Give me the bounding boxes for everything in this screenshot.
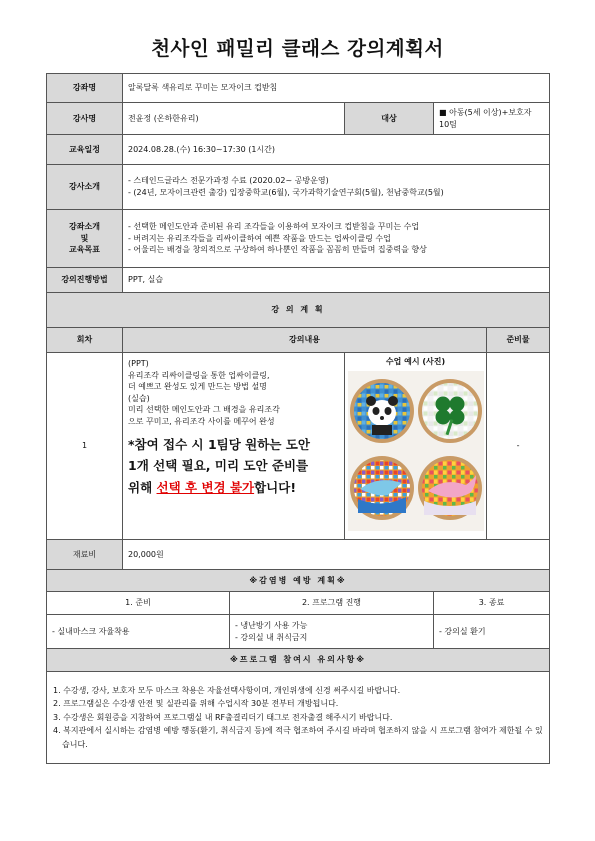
target-label: 대상	[345, 103, 434, 135]
content-header: 강의내용	[123, 328, 487, 353]
prevention-prep: - 실내마스크 자율착용	[47, 615, 230, 649]
example-photo-cell	[345, 353, 487, 540]
goal-label: 강좌소개 및 교육목표	[47, 210, 123, 268]
supplies-value: -	[487, 353, 550, 540]
plan-section-title: 강 의 계 획	[47, 293, 550, 328]
notes-section-title: ※프로그램 참여시 유의사항※	[47, 649, 550, 672]
notes-list	[47, 672, 550, 764]
goal-line: - 버려지는 유리조각들을 리싸이클하여 예쁜 작품을 만드는 업싸이클링 수업	[128, 233, 391, 243]
prevention-progress: - 냉난방기 사용 가능 - 강의실 내 취식금지	[230, 615, 434, 649]
target-value: ■ 아동(5세 이상)+보호자 10팀	[434, 103, 550, 135]
prevention-col-prep: 1. 준비	[47, 592, 230, 615]
method-value: PPT, 실습	[123, 268, 550, 293]
lecture-plan-table	[46, 73, 550, 764]
fee-value: 20,000원	[123, 540, 550, 570]
document-title: 천사인 패밀리 클래스 강의계획서	[151, 37, 444, 60]
method-label: 강의진행방법	[47, 268, 123, 293]
note-item: 4. 복지관에서 실시하는 감염병 예방 행동(환기, 취식금지 등)에 적극 협조하여 주시길 바라며 협조하지 않을 시 프로그램 참여가 제한될 수 있습니다.	[53, 726, 543, 749]
date-value: 2024.08.28.(수) 16:30~17:30 (1시간)	[123, 135, 550, 165]
intro-lines	[123, 165, 550, 210]
notice-text: *참여 접수 시 1팀당 원하는 도안 1개 선택 필요, 미리 도안 준비를 위해 선택 후 변경 불가합니다!	[128, 436, 310, 496]
prevention-section-title: ※감염병 예방 계획※	[47, 570, 550, 592]
supplies-header: 준비물	[487, 328, 550, 353]
note-item: 3. 수강생은 회원증을 지참하여 프로그램실 내 RF출결리더기 태그로 전자출결 해주시기 바랍니다.	[53, 712, 393, 722]
content-cell: (PPT) 유리조각 리싸이클링을 통한 업싸이클링, 더 예쁘고 완성도 있게 만드는 방법 설명 (실습) 미리 선택한 메인도안과 그 배경을 유리조각 으로 꾸미고, 유리조각 사이를 메꾸어 완성 *참여 접수 시 1팀당 원하는 도안 1개 선택 필요, 미리 도안 준비를 위해 선택 후 변경 불가합니다!	[123, 353, 345, 540]
session-number: 1	[47, 353, 123, 540]
goal-lines	[123, 210, 550, 268]
mosaic-example-photos	[348, 371, 484, 531]
no-change-warning: 선택 후 변경 불가	[156, 480, 255, 496]
date-label: 교육일정	[47, 135, 123, 165]
fee-label: 재료비	[47, 540, 123, 570]
course-label: 강좌명	[47, 74, 123, 103]
instructor-label: 강사명	[47, 103, 123, 135]
session-header: 회차	[47, 328, 123, 353]
goal-line: - 선택한 메인도안과 준비된 유리 조각들을 이용하여 모자이크 컵받침을 꾸미는 수업	[128, 222, 420, 232]
goal-line: - 어울리는 배경을 창의적으로 구상하여 하나뿐인 작품을 꼼꼼히 만들며 집중력을 향상	[128, 245, 427, 255]
course-value: 알록달록 색유리로 꾸미는 모자이크 컵받침	[123, 74, 550, 103]
note-item: 1. 수강생, 강사, 보호자 모두 마스크 착용은 자율선택사항이며, 개인위생에 신경 써주시길 바랍니다.	[53, 685, 401, 695]
example-title: 수업 예시 (사진)	[385, 357, 446, 366]
intro-label: 강사소개	[47, 165, 123, 210]
intro-line: - 스테인드글라스 전문가과정 수료 (2020.02~ 공방운영)	[128, 176, 329, 186]
intro-line: - (24년, 모자이크관련 출강) 입장중학교(6월), 국가과학기술연구회(5월), 천남중학교(5월)	[128, 188, 444, 197]
prevention-col-end: 3. 종료	[434, 592, 550, 615]
instructor-value: 전윤정 (온하한유리)	[123, 103, 345, 135]
prevention-end: - 강의실 환기	[434, 615, 550, 649]
prevention-col-progress: 2. 프로그램 진행	[230, 592, 434, 615]
note-item: 2. 프로그램실은 수강생 안전 및 실관리를 위해 수업시작 30분 전부터 개방됩니다.	[53, 699, 339, 709]
